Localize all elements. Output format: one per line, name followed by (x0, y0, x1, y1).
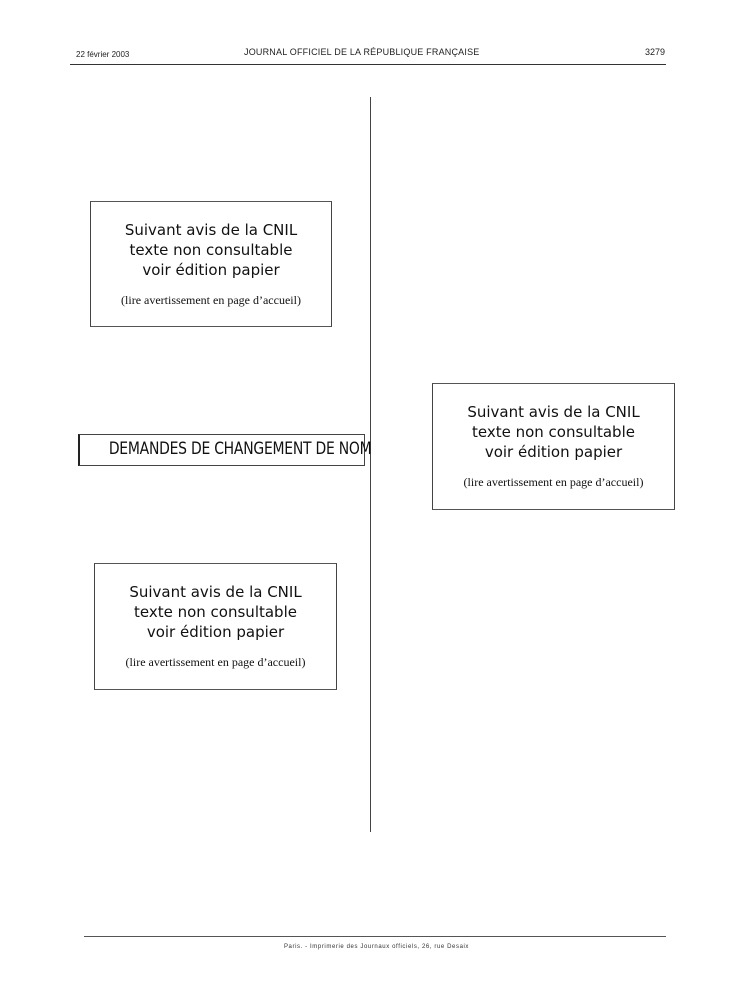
header-divider (70, 64, 666, 65)
notice-line: Suivant avis de la CNIL (124, 221, 298, 239)
notice-line: Suivant avis de la CNIL (129, 583, 302, 601)
notice-note: (lire avertissement en page d’accueil) (121, 293, 301, 307)
notice-line: Suivant avis de la CNIL (467, 403, 640, 421)
column-divider (370, 97, 371, 832)
header-date: 22 février 2003 (76, 50, 130, 59)
cnil-notice-message (91, 220, 331, 280)
notice-line: texte non consultable (129, 241, 293, 259)
cnil-notice-box (432, 383, 675, 510)
notice-line: voir édition papier (142, 261, 280, 279)
footer-divider (84, 936, 666, 937)
page-number: 3279 (645, 47, 666, 57)
notice-note: (lire avertissement en page d’accueil) (125, 655, 306, 669)
notice-line: texte non consultable (472, 423, 635, 441)
journal-title: JOURNAL OFFICIEL DE LA RÉPUBLIQUE FRANÇAISE (244, 47, 480, 57)
notice-line: voir édition papier (146, 623, 285, 641)
notice-line: texte non consultable (134, 603, 297, 621)
cnil-notice-message (433, 402, 674, 462)
notice-line: voir édition papier (484, 443, 623, 461)
printer-imprint: Paris. - Imprimerie des Journaux officiels, 26, rue Desaix (283, 944, 470, 950)
cnil-notice-box (94, 563, 337, 690)
section-heading-box (78, 434, 372, 466)
notice-note: (lire avertissement en page d’accueil) (463, 475, 644, 489)
cnil-notice-box (90, 201, 332, 327)
section-title: DEMANDES DE CHANGEMENT DE NOM (108, 439, 372, 459)
cnil-notice-message (95, 582, 336, 642)
